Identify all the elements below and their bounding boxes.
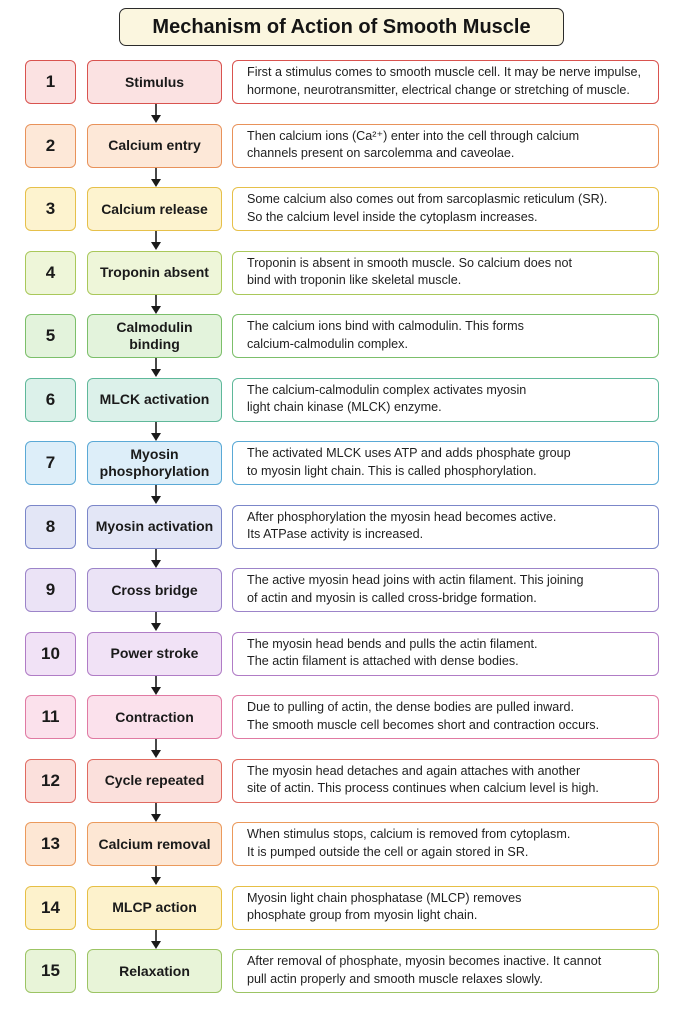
down-arrow-icon <box>150 930 162 949</box>
step-description-line-1: The calcium ions bind with calmodulin. This forms <box>247 319 524 333</box>
step-label: Cross bridge <box>87 568 222 612</box>
step-label: Contraction <box>87 695 222 739</box>
step-row <box>0 251 683 297</box>
step-row <box>0 187 683 233</box>
step-description <box>232 949 659 993</box>
step-description-line-1: After phosphorylation the myosin head becomes active. <box>247 509 557 524</box>
step-label: Relaxation <box>87 949 222 993</box>
step-row <box>0 759 683 805</box>
step-number: 8 <box>25 505 76 549</box>
down-arrow-icon <box>150 231 162 250</box>
step-number: 12 <box>25 759 76 803</box>
step-number: 9 <box>25 568 76 612</box>
step-description <box>232 314 659 358</box>
step-label: Myosin activation <box>87 505 222 549</box>
step-row <box>0 441 683 487</box>
step-label: Troponin absent <box>87 251 222 295</box>
step-row <box>0 314 683 360</box>
step-label: Stimulus <box>87 60 222 104</box>
step-label: Power stroke <box>87 632 222 676</box>
step-description <box>232 886 659 930</box>
step-description-line-2: The actin filament is attached with dense bodies. <box>247 654 519 668</box>
step-label: Cycle repeated <box>87 759 222 803</box>
down-arrow-icon <box>150 168 162 187</box>
step-label: Calcium removal <box>87 822 222 866</box>
step-number: 3 <box>25 187 76 231</box>
step-number: 5 <box>25 314 76 358</box>
step-description-line-2: pull actin properly and smooth muscle relaxes slowly. <box>247 971 543 986</box>
step-description-line-2: It is pumped outside the cell or again stored in SR. <box>247 844 529 859</box>
step-description-line-2: Its ATPase activity is increased. <box>247 527 424 541</box>
step-row <box>0 632 683 678</box>
step-description-line-2: site of actin. This process continues when calcium level is high. <box>247 781 599 795</box>
step-number: 2 <box>25 124 76 168</box>
down-arrow-icon <box>150 295 162 314</box>
step-description-line-2: to myosin light chain. This is called phosphorylation. <box>247 463 537 478</box>
step-description-line-2: of actin and myosin is called cross-bridge formation. <box>247 590 537 605</box>
step-number: 15 <box>25 949 76 993</box>
step-number: 11 <box>25 695 76 739</box>
step-description <box>232 251 659 295</box>
step-description-line-2: light chain kinase (MLCK) enzyme. <box>247 400 442 414</box>
down-arrow-icon <box>150 612 162 631</box>
down-arrow-icon <box>150 422 162 441</box>
step-number: 7 <box>25 441 76 485</box>
step-number: 6 <box>25 378 76 422</box>
step-label: Myosin phosphorylation <box>87 441 222 485</box>
down-arrow-icon <box>150 104 162 123</box>
step-description-line-2: hormone, neurotransmitter, electrical change or stretching of muscle. <box>247 82 630 97</box>
step-description <box>232 187 659 231</box>
step-number: 4 <box>25 251 76 295</box>
step-row <box>0 124 683 170</box>
step-description-line-1: The calcium-calmodulin complex activates myosin <box>247 382 527 397</box>
diagram-title-box <box>119 8 564 46</box>
step-description-line-1: Troponin is absent in smooth muscle. So calcium does not <box>247 255 573 270</box>
step-description-line-1: Some calcium also comes out from sarcoplasmic reticulum (SR). <box>247 192 608 206</box>
step-description <box>232 124 659 168</box>
down-arrow-icon <box>150 739 162 758</box>
diagram-title: Mechanism of Action of Smooth Muscle <box>152 15 531 38</box>
step-description-line-1: Then calcium ions (Ca²⁺) enter into the cell through calcium <box>247 128 580 143</box>
step-description-line-1: The active myosin head joins with actin filament. This joining <box>247 573 584 587</box>
step-description-line-1: After removal of phosphate, myosin becomes inactive. It cannot <box>247 954 602 968</box>
step-label: Calmodulin binding <box>87 314 222 358</box>
step-description-line-2: channels present on sarcolemma and caveolae. <box>247 146 515 160</box>
step-description <box>232 822 659 866</box>
step-description <box>232 378 659 422</box>
down-arrow-icon <box>150 803 162 822</box>
step-label: Calcium release <box>87 187 222 231</box>
step-description-line-1: The myosin head bends and pulls the actin filament. <box>247 636 538 651</box>
down-arrow-icon <box>150 866 162 885</box>
step-description-line-1: First a stimulus comes to smooth muscle cell. It may be nerve impulse, <box>247 65 642 79</box>
step-description <box>232 759 659 803</box>
step-row <box>0 822 683 868</box>
step-description <box>232 695 659 739</box>
step-description <box>232 441 659 485</box>
step-description-line-1: Myosin light chain phosphatase (MLCP) removes <box>247 890 522 905</box>
step-number: 10 <box>25 632 76 676</box>
step-row <box>0 505 683 551</box>
step-row <box>0 695 683 741</box>
step-description <box>232 505 659 549</box>
step-description <box>232 60 659 104</box>
step-description-line-2: bind with troponin like skeletal muscle. <box>247 273 462 287</box>
step-description <box>232 632 659 676</box>
step-number: 13 <box>25 822 76 866</box>
step-number: 1 <box>25 60 76 104</box>
step-description-line-1: When stimulus stops, calcium is removed from cytoplasm. <box>247 827 571 841</box>
step-description-line-2: phosphate group from myosin light chain. <box>247 908 478 922</box>
down-arrow-icon <box>150 676 162 695</box>
step-label: MLCP action <box>87 886 222 930</box>
step-description-line-2: The smooth muscle cell becomes short and contraction occurs. <box>247 717 600 732</box>
step-description-line-2: calcium-calmodulin complex. <box>247 336 408 351</box>
step-row <box>0 886 683 932</box>
down-arrow-icon <box>150 549 162 568</box>
step-description-line-1: Due to pulling of actin, the dense bodies are pulled inward. <box>247 700 574 714</box>
step-label: Calcium entry <box>87 124 222 168</box>
step-row <box>0 378 683 424</box>
step-description <box>232 568 659 612</box>
down-arrow-icon <box>150 358 162 377</box>
step-row <box>0 60 683 106</box>
step-row <box>0 568 683 614</box>
step-description-line-1: The activated MLCK uses ATP and adds phosphate group <box>247 446 571 460</box>
step-description-line-2: So the calcium level inside the cytoplasm increases. <box>247 209 538 224</box>
step-number: 14 <box>25 886 76 930</box>
step-row <box>0 949 683 995</box>
down-arrow-icon <box>150 485 162 504</box>
step-description-line-1: The myosin head detaches and again attaches with another <box>247 763 581 778</box>
step-label: MLCK activation <box>87 378 222 422</box>
